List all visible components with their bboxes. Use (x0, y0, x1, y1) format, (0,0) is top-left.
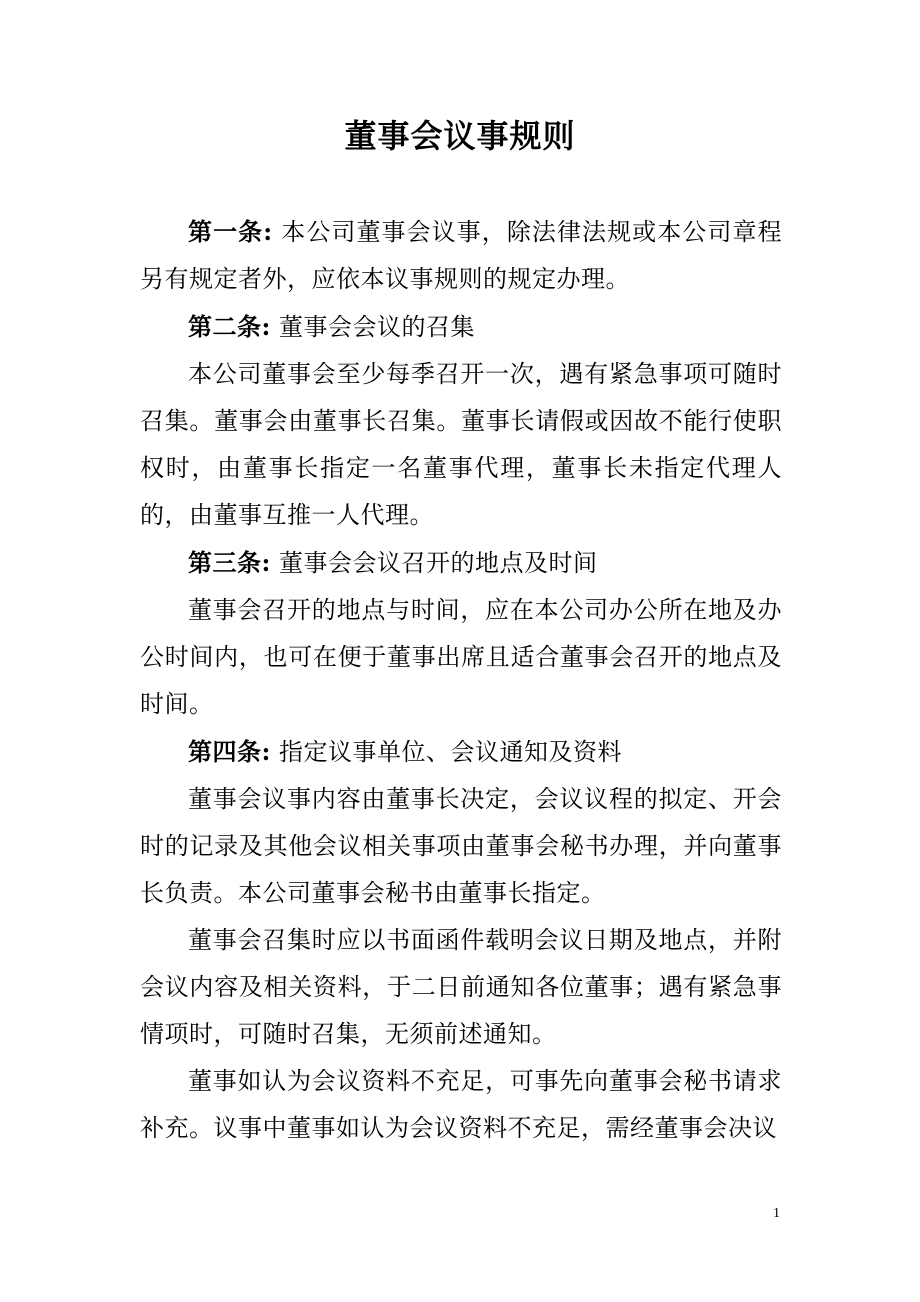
article-paragraph: 董事如认为会议资料不充足，可事先向董事会秘书请求补充。议事中董事如认为会议资料不充足，需经董事会决议 (140, 1067, 782, 1142)
article-label: 第二条: (188, 312, 271, 341)
article-heading: 董事会会议的召集 (279, 313, 475, 341)
article-3 (140, 539, 782, 587)
article-paragraph: 本公司董事会至少每季召开一次，遇有紧急事项可随时召集。董事会由董事长召集。董事长请假或因故不能行使职权时，由董事长指定一名董事代理，董事长未指定代理人的，由董事互推一人代理。 (140, 360, 782, 529)
document-body (140, 208, 782, 1152)
article-paragraph: 董事会议事内容由董事长决定，会议议程的拟定、开会时的记录及其他会议相关事项由董事会秘书办理，并向董事长负责。本公司董事会秘书由董事长指定。 (140, 785, 782, 907)
article-1 (140, 208, 782, 303)
article-label: 第一条: (188, 217, 273, 246)
article-heading: 董事会会议召开的地点及时间 (279, 549, 598, 577)
article-heading: 本公司董事会议事，除法律法规或本公司章程另有规定者外，应依本议事规则的规定办理。 (140, 218, 783, 293)
article-heading: 指定议事单位、会议通知及资料 (279, 738, 622, 766)
article-paragraph: 董事会召集时应以书面函件载明会议日期及地点，并附会议内容及相关资料，于二日前通知各位董事；遇有紧急事情项时，可随时召集，无须前述通知。 (140, 926, 782, 1048)
article-label: 第三条: (188, 548, 271, 577)
article-label: 第四条: (188, 737, 271, 766)
article-2 (140, 303, 782, 351)
page-number: 1 (773, 1206, 780, 1221)
article-paragraph: 董事会召开的地点与时间，应在本公司办公所在地及办公时间内，也可在便于董事出席且适合董事会召开的地点及时间。 (140, 596, 782, 718)
article-4 (140, 728, 782, 776)
document-title: 董事会议事规则 (344, 117, 576, 155)
